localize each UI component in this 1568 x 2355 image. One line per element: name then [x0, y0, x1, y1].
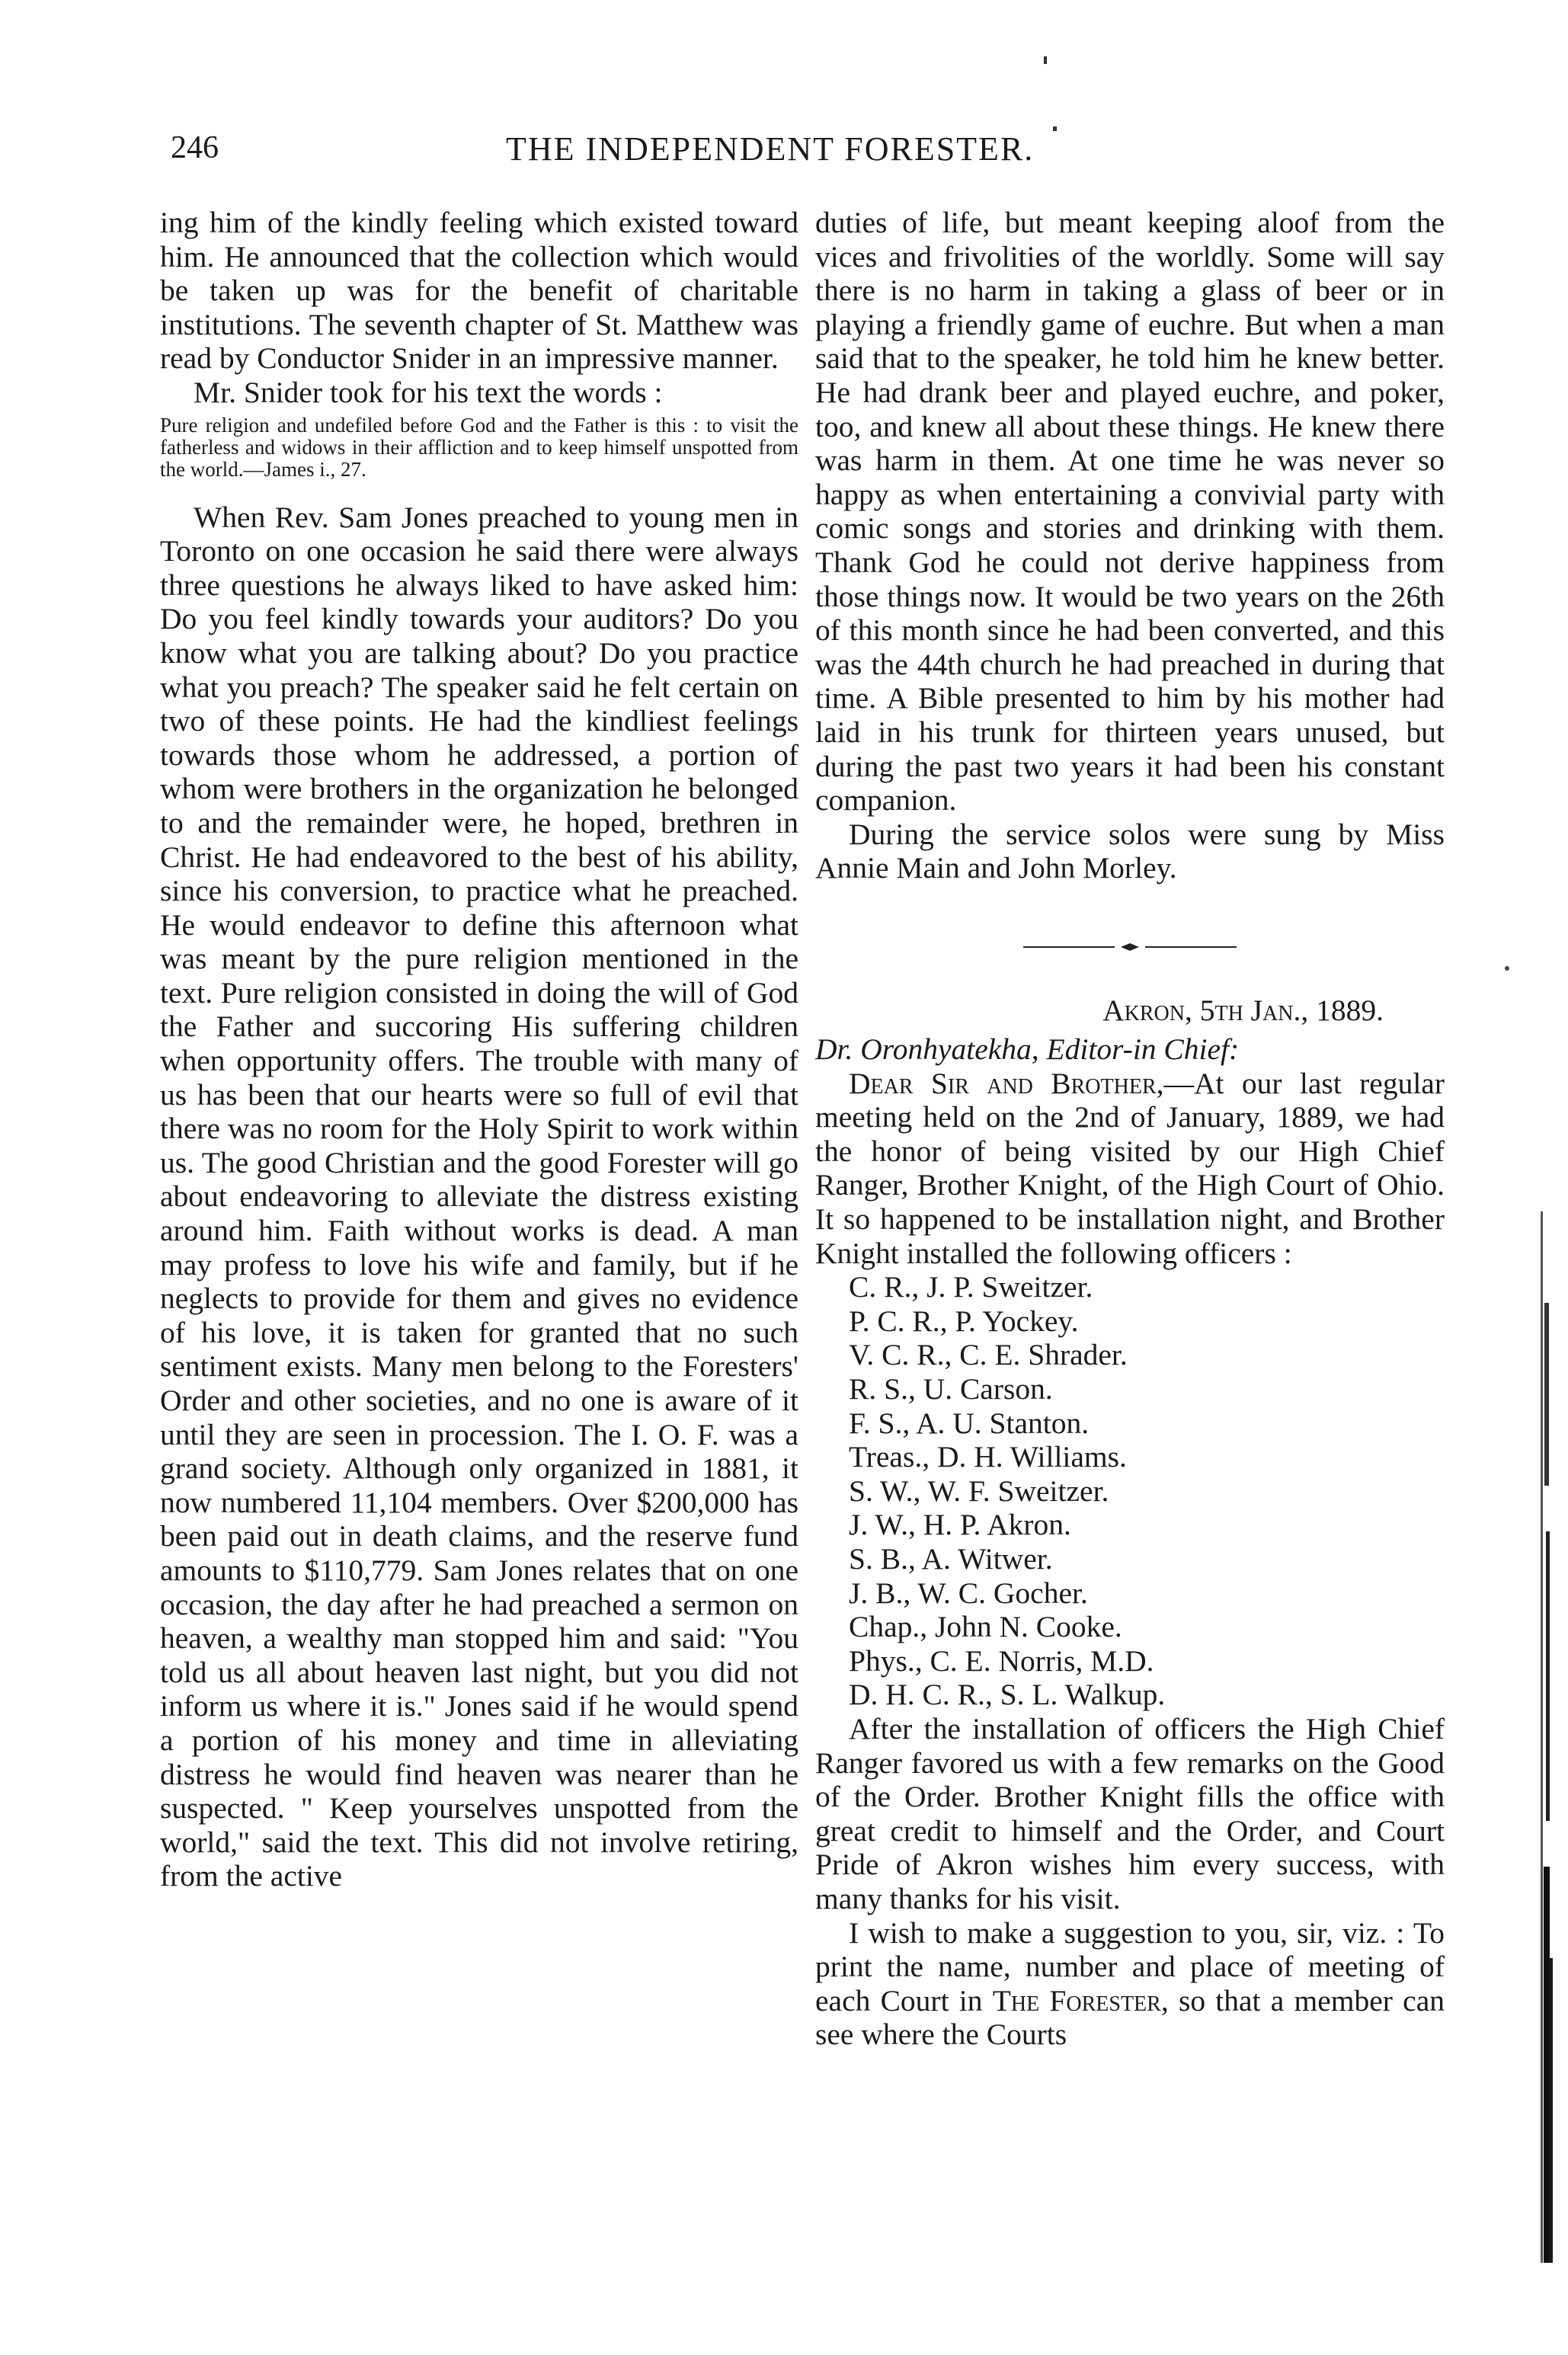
- publication-title: The Forester: [992, 1983, 1161, 2017]
- right-column: [815, 206, 1445, 2052]
- paragraph: Mr. Snider took for his text the words :: [194, 375, 663, 409]
- addressee: Dr. Oronhyatekha, Editor-in Chief:: [815, 1032, 1240, 1067]
- list-item: Phys., C. E. Norris, M.D.: [849, 1643, 1154, 1678]
- left-column: [160, 206, 798, 1893]
- officers-list: [815, 1270, 1445, 1712]
- list-item: R. S., U. Carson.: [849, 1372, 1053, 1406]
- scripture-quote: Pure religion and undefiled before God and the Father is this : to visit the fatherless and widows in their affliction and to keep himself unspotted from the world.—James i., 27.: [160, 413, 798, 481]
- list-item: F. S., A. U. Stanton.: [849, 1406, 1090, 1440]
- page-number: 246: [171, 130, 219, 165]
- list-item: J. B., W. C. Gocher.: [849, 1576, 1088, 1610]
- print-speck: [1044, 56, 1047, 64]
- salutation: Dear Sir and Brother,: [849, 1066, 1164, 1100]
- running-title: THE INDEPENDENT FORESTER.: [506, 130, 1035, 168]
- list-item: Chap., John N. Cooke.: [849, 1610, 1122, 1644]
- section-divider: [815, 926, 1445, 961]
- list-item: S. W., W. F. Sweitzer.: [849, 1473, 1109, 1508]
- paragraph: When Rev. Sam Jones preached to young men in Toronto on one occasion he said there were always three questions he always liked to have asked him: Do you feel kindly towards your auditors? Do you know what you are talking about? Do you practice what you preach? The speaker said he felt certain on two of these points. He had the kindliest feelings towards those whom he addressed, a portion of whom were brothers in the organization he belonged to and the remainder were, he hoped, brethren in Christ. He had endeavored to the best of his ability, since his conversion, to practice what he preached. He would endeavor to define this afternoon what was meant by the pure religion mentioned in the text. Pure religion consisted in doing the will of God the Father and succoring His suffering children when opportunity offers. The trouble with many of us has been that our hearts were so full of evil that there was no room for the Holy Spirit to work within us. The good Christian and the good Forester will go about endeavoring to alleviate the distress existing around him. Faith without works is dead. A man may profess to love his wife and family, but if he neglects to provide for them and gives no evidence of his love, it is taken for granted that no such sentiment exists. Many men belong to the Foresters' Order and other societies, and no one is aware of it until they are seen in procession. The I. O. F. was a grand society. Although only organized in 1881, it now numbered 11,104 members. Over $200,000 has been paid out in death claims, and the reserve fund amounts to $110,779. Sam Jones relates that on one occasion, the day after he had preached a sermon on heaven, a wealthy man stopped him and said: "You told us all about heaven last night, but you did not inform us where it is." Jones said if he would spend a portion of his money and time in alleviating distress he would find heaven was nearer than he suspected. " Keep yourselves unspotted from the world," said the text. This did not involve retiring, from the active: [160, 500, 798, 1893]
- paragraph: [815, 1916, 1445, 2052]
- list-item: Treas., D. H. Williams.: [849, 1440, 1127, 1474]
- dateline: Akron, 5th Jan., 1889.: [1102, 994, 1384, 1028]
- paragraph: During the service solos were sung by Miss Annie Main and John Morley.: [815, 817, 1445, 885]
- list-item: S. B., A. Witwer.: [849, 1541, 1053, 1576]
- paragraph: duties of life, but meant keeping aloof from the vices and frivolities of the worldly. Some will say there is no harm in taking a glass of beer or in playing a friendly game of euchre. But when a man said that to the speaker, he told him he knew better. He had drank beer and played euchre, and poker, too, and knew all about these things. He knew there was harm in them. At one time he was never so happy as when entertaining a convivial party with comic songs and stories and drinking with them. Thank God he could not derive happiness from those things now. It would be two years on the 26th of this month since he had been converted, and this was the 44th church he had preached in during that time. A Bible presented to him by his mother had laid in his trunk for thirteen years unused, but during the past two years it had been his constant companion.: [815, 206, 1445, 818]
- list-item: C. R., J. P. Sweitzer.: [849, 1270, 1093, 1304]
- list-item: D. H. C. R., S. L. Walkup.: [849, 1678, 1166, 1712]
- page-edge-texture: [1538, 1211, 1554, 2263]
- letter-text: —At our last regular meeting held on the 2nd of January, 1889, we had the honor of being visited by our High Chief Ranger, Brother Knight, of the High Court of Ohio. It so happened to be installation night, and Brother Knight installed the following officers :: [815, 1066, 1445, 1270]
- paragraph: After the installation of officers the High Chief Ranger favored us with a few remarks on the Good of the Order. Brother Knight fills the office with great credit to himself and the Order, and Court Pride of Akron wishes him every success, with many thanks for his visit.: [815, 1711, 1445, 1915]
- list-item: J. W., H. P. Akron.: [849, 1508, 1071, 1542]
- print-speck: [1505, 966, 1509, 971]
- paragraph-text: , so that a member can see where the Courts: [815, 1983, 1445, 2052]
- page-header: [171, 130, 1435, 183]
- list-item: V. C. R., C. E. Shrader.: [849, 1338, 1128, 1372]
- letter-paragraph: [815, 1067, 1445, 1271]
- divider-ornament-icon: [1023, 941, 1237, 953]
- paragraph-text: I wish to make a suggestion to you, sir, viz. : To print the name, number and place of meeting of each Court in: [815, 1915, 1445, 2017]
- list-item: P. C. R., P. Yockey.: [849, 1304, 1079, 1338]
- paragraph: ing him of the kindly feeling which existed toward him. He announced that the collection which would be taken up was for the benefit of charitable institutions. The seventh chapter of St. Matthew was read by Conductor Snider in an impressive manner.: [160, 206, 798, 376]
